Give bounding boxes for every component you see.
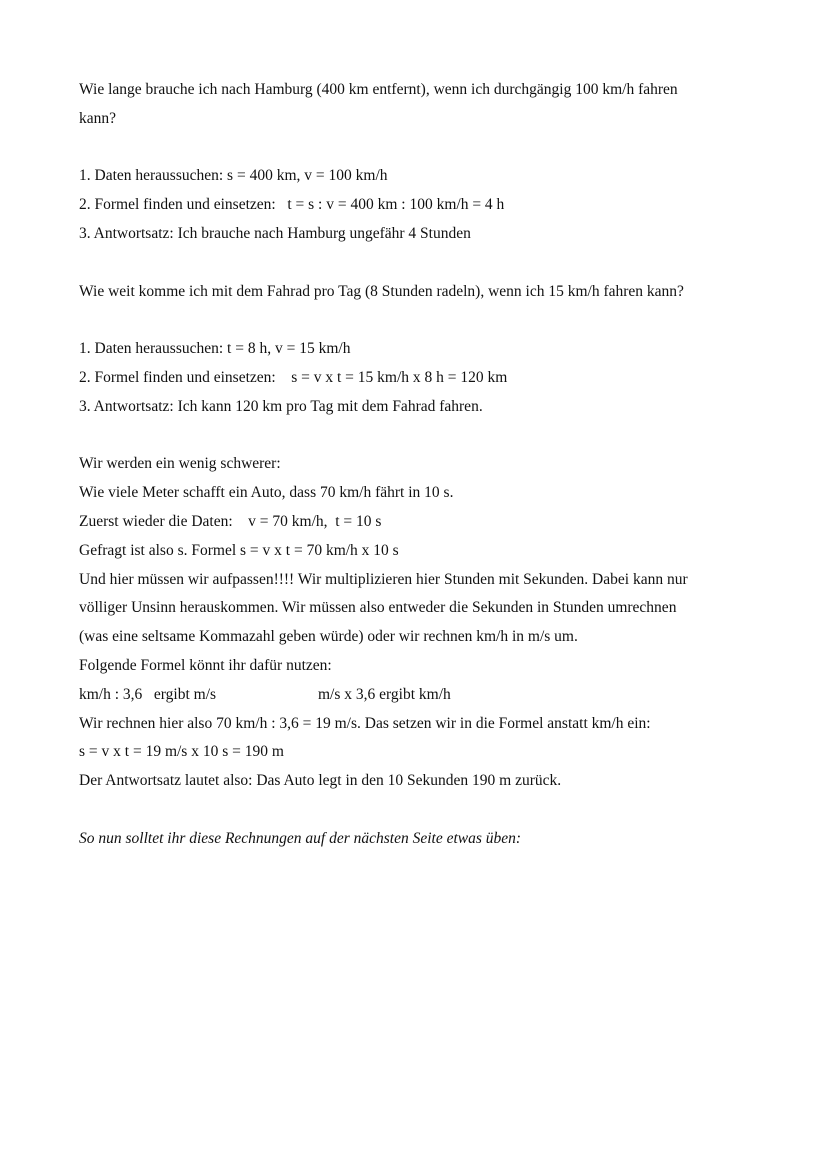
- spacer: [79, 306, 759, 335]
- intro-step3: 3. Antwortsatz: Ich brauche nach Hamburg ungefähr 4 Stunden: [79, 224, 471, 242]
- document-page: [79, 76, 759, 854]
- example2-step3: 3. Antwortsatz: Ich kann 120 km pro Tag mit dem Fahrad fahren.: [79, 397, 483, 415]
- example3-warning-b: völliger Unsinn herauskommen. Wir müssen also entweder die Sekunden in Stunden umrechnen: [79, 599, 677, 617]
- example2-step1: 1. Daten heraussuchen: t = 8 h, v = 15 km/h: [79, 340, 351, 358]
- spacer: [79, 134, 759, 163]
- example3-warning-c: (was eine seltsame Kommazahl geben würde) oder wir rechnen km/h in m/s um.: [79, 628, 578, 646]
- spacer: [79, 796, 759, 825]
- example3-warning-a: Und hier müssen wir aufpassen!!!! Wir multiplizieren hier Stunden mit Sekunden. Dabei kann nur: [79, 570, 688, 588]
- conversion-ms-to-kmh: m/s x 3,6 ergibt km/h: [318, 685, 451, 703]
- intro-step1: 1. Daten heraussuchen: s = 400 km, v = 100 km/h: [79, 167, 388, 185]
- closing-instruction: So nun solltet ihr diese Rechnungen auf der nächsten Seite etwas üben:: [79, 829, 522, 847]
- intro-step2: 2. Formel finden und einsetzen: t = s : v = 400 km : 100 km/h = 4 h: [79, 196, 505, 214]
- example2-question: Wie weit komme ich mit dem Fahrad pro Tag (8 Stunden radeln), wenn ich 15 km/h fahren kann?: [79, 282, 684, 300]
- example3-conversion-row: [79, 681, 759, 710]
- intro-question-line1: [79, 76, 759, 105]
- intro-question-a: Wie lange brauche ich nach Hamburg (400 km entfernt), wenn ich durchgängig 100 km/h fahren: [79, 81, 678, 98]
- intro-question-line2: [79, 105, 759, 134]
- spacer: [79, 422, 759, 451]
- conversion-kmh-to-ms: km/h : 3,6 ergibt m/s: [79, 685, 217, 703]
- example3-formula: Gefragt ist also s. Formel s = v x t = 70 km/h x 10 s: [79, 541, 399, 559]
- example3-calculation: Wir rechnen hier also 70 km/h : 3,6 = 19 m/s. Das setzen wir in die Formel anstatt km/h ein:: [79, 714, 651, 732]
- example3-intro: Wir werden ein wenig schwerer:: [79, 455, 281, 473]
- intro-question-b: kann?: [79, 109, 117, 127]
- example3-formula-intro: Folgende Formel könnt ihr dafür nutzen:: [79, 656, 332, 674]
- example3-result: s = v x t = 19 m/s x 10 s = 190 m: [79, 743, 284, 761]
- example2-step2: 2. Formel finden und einsetzen: s = v x t = 15 km/h x 8 h = 120 km: [79, 368, 508, 386]
- example3-answer: Der Antwortsatz lautet also: Das Auto legt in den 10 Sekunden 190 m zurück.: [79, 772, 562, 790]
- example3-question: Wie viele Meter schafft ein Auto, dass 70 km/h fährt in 10 s.: [79, 484, 454, 502]
- example3-data: Zuerst wieder die Daten: v = 70 km/h, t = 10 s: [79, 512, 382, 530]
- spacer: [79, 249, 759, 278]
